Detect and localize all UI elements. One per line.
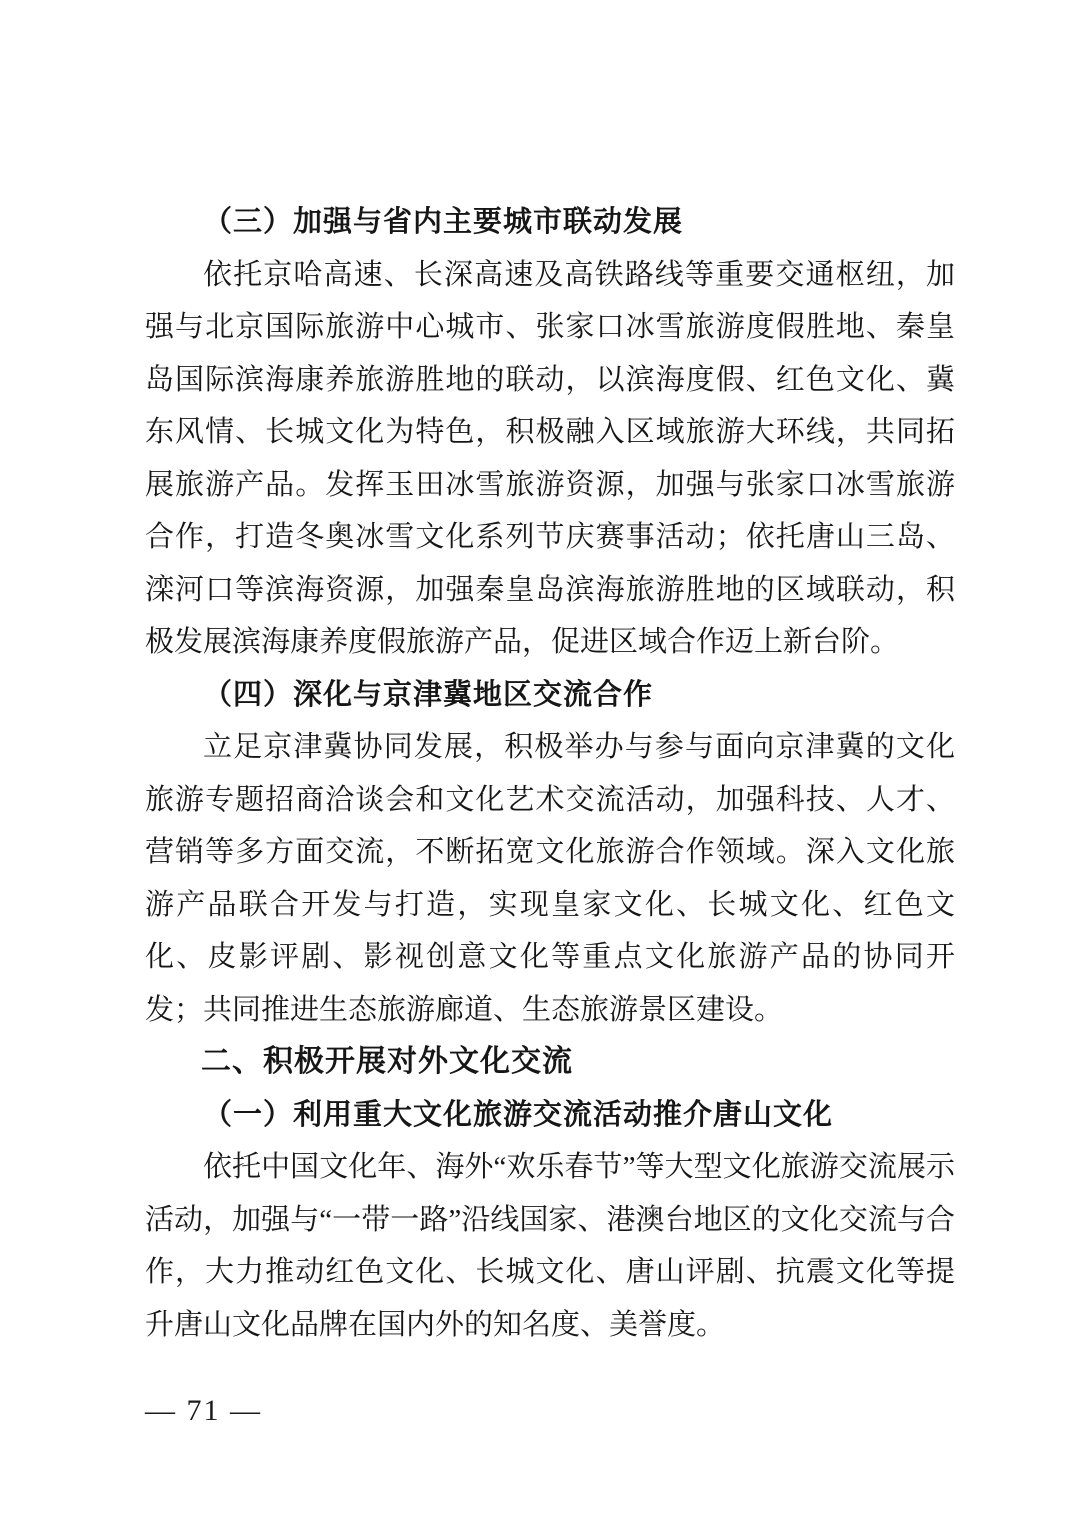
paragraph-cultural-exchange: 依托中国文化年、海外“欢乐春节”等大型文化旅游交流展示活动，加强与“一带一路”沿线国家、港澳台地区的文化交流与合作，大力推动红色文化、长城文化、唐山评剧、抗震文化等提升唐山文化品牌在国内外的知名度、美誉度。 bbox=[145, 1151, 955, 1341]
text-body bbox=[145, 196, 955, 1351]
heading-section-four: （四）深化与京津冀地区交流合作 bbox=[203, 678, 654, 711]
heading-part-two: 二、积极开展对外文化交流 bbox=[201, 1045, 573, 1078]
page-number: — 71 — bbox=[145, 1394, 262, 1427]
paragraph-provincial-city-linkage: 依托京哈高速、长深高速及高铁路线等重要交通枢纽，加强与北京国际旅游中心城市、张家口冰雪旅游度假胜地、秦皇岛国际滨海康养旅游胜地的联动，以滨海度假、红色文化、冀东风情、长城文化为特色，积极融入区域旅游大环线，共同拓展旅游产品。发挥玉田冰雪旅游资源，加强与张家口冰雪旅游合作，打造冬奥冰雪文化系列节庆赛事活动；依托唐山三岛、滦河口等滨海资源，加强秦皇岛滨海旅游胜地的区域联动，积极发展滨海康养度假旅游产品，促进区域合作迈上新台阶。 bbox=[145, 258, 955, 658]
paragraph-jingjinji-cooperation: 立足京津冀协同发展，积极举办与参与面向京津冀的文化旅游专题招商洽谈会和文化艺术交流活动，加强科技、人才、营销等多方面交流，不断拓宽文化旅游合作领域。深入文化旅游产品联合开发与打造，实现皇家文化、长城文化、红色文化、皮影评剧、影视创意文化等重点文化旅游产品的协同开发；共同推进生态旅游廊道、生态旅游景区建设。 bbox=[145, 731, 955, 1026]
heading-section-three: （三）加强与省内主要城市联动发展 bbox=[203, 206, 684, 238]
heading-section-one: （一）利用重大文化旅游交流活动推介唐山文化 bbox=[203, 1098, 834, 1131]
